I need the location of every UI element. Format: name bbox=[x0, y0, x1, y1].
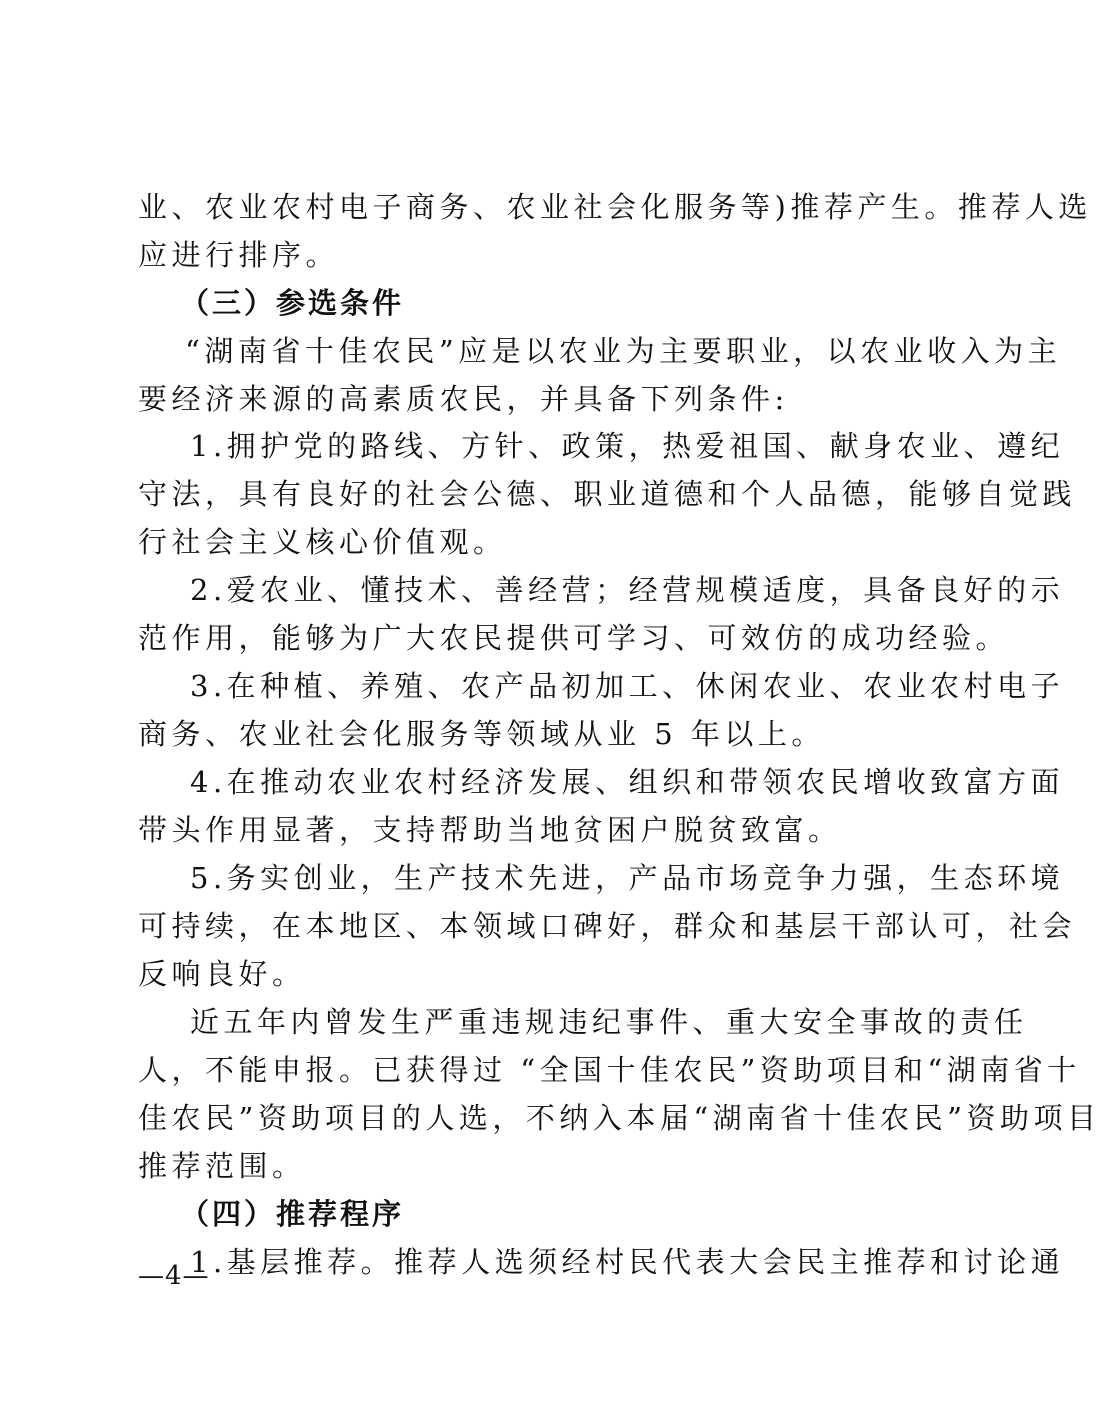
section-heading: （四）推荐程序 bbox=[180, 1197, 405, 1231]
body-text-line: 带头作用显著，支持帮助当地贫困户脱贫致富。 bbox=[138, 813, 842, 847]
body-text-line: 近五年内曾发生严重违规违纪事件、重大安全事故的责任 bbox=[190, 1005, 1028, 1039]
body-text-line: 2.爱农业、懂技术、善经营；经营规模适度，具备良好的示 bbox=[190, 573, 1065, 607]
body-text-line: 行社会主义核心价值观。 bbox=[138, 525, 507, 559]
section-heading: （三）参选条件 bbox=[180, 286, 405, 320]
body-text-line: 推荐范围。 bbox=[138, 1149, 306, 1183]
body-text-line: 5.务实创业，生产技术先进，产品市场竞争力强，生态环境 bbox=[190, 861, 1065, 895]
body-text-line: 应进行排序。 bbox=[138, 238, 340, 272]
body-text-line: “湖南省十佳农民”应是以农业为主要职业，以农业收入为主 bbox=[185, 334, 1062, 368]
body-text-line: 业、农业农村电子商务、农业社会化服务等)推荐产生。推荐人选 bbox=[138, 190, 1092, 224]
body-text-line: 要经济来源的高素质农民，并具备下列条件: bbox=[138, 382, 789, 416]
body-text-line: 守法，具有良好的社会公德、职业道德和个人品德，能够自觉践 bbox=[138, 477, 1077, 511]
body-text-line: 1.基层推荐。推荐人选须经村民代表大会民主推荐和讨论通 bbox=[190, 1245, 1065, 1279]
body-text-line: 反响良好。 bbox=[138, 957, 306, 991]
body-text-line: 3.在种植、养殖、农产品初加工、休闲农业、农业农村电子 bbox=[190, 669, 1065, 703]
body-text-line: 1.拥护党的路线、方针、政策，热爱祖国、献身农业、遵纪 bbox=[190, 429, 1065, 463]
body-text-line: 可持续，在本地区、本领域口碑好，群众和基层干部认可，社会 bbox=[138, 909, 1077, 943]
body-text-line: 范作用，能够为广大农民提供可学习、可效仿的成功经验。 bbox=[138, 621, 1010, 655]
page-number: —4— bbox=[138, 1261, 210, 1291]
body-text-line: 4.在推动农业农村经济发展、组织和带领农民增收致富方面 bbox=[190, 765, 1065, 799]
body-text-line: 佳农民”资助项目的人选，不纳入本届“湖南省十佳农民”资助项目 bbox=[138, 1101, 1100, 1135]
body-text-line: 人，不能申报。已获得过 “全国十佳农民”资助项目和“湖南省十 bbox=[138, 1053, 1081, 1087]
body-text-line: 商务、农业社会化服务等领域从业 5 年以上。 bbox=[138, 717, 825, 751]
